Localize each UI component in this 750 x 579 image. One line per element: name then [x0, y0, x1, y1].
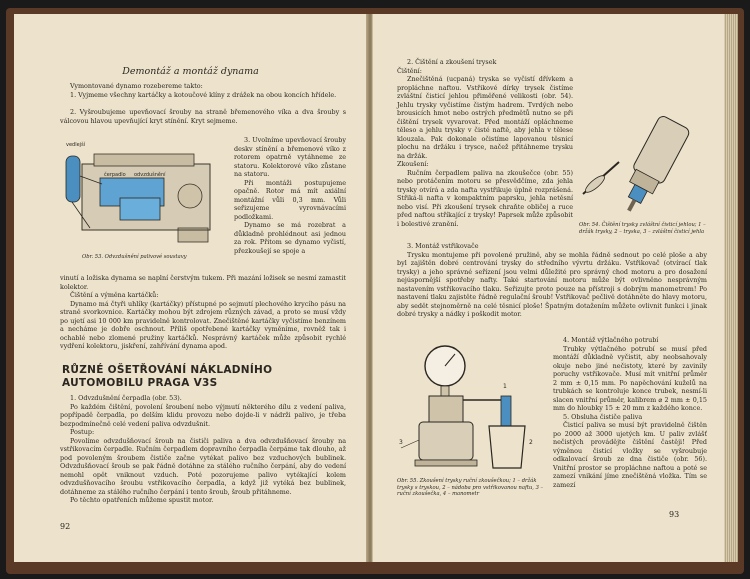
body-paragraph: Dynamo má čtyři uhlíky (kartáčky) přístupné po sejmutí plechového krycího pásu na straně svorkovnice. Kartáčky mohou být zdrojem různých závad, a proto se musí vždy po ujetí asi 10 000 km pravidelně kontrolovat. Znečištěné kartáčky vyčistíme benzínem a necháme je dobře oschnout. Příliš opotřebené kartáčky vyměníme, rovněž tak i ochablé nebo zlomené pružiny kartáčků. Nesprávný kartáček může způsobit rychlé vydření kolektoru, jiskření, zahřívání dynama apod.	[60, 299, 346, 350]
section-heading	[62, 364, 272, 390]
left-page	[14, 14, 368, 562]
section-paragraph: Po každém čištění, povolení šroubení nebo výjmutí některého dílu z vedení paliva, popřípadě čerpadla, po delším klidu provozu nebo dojde-li v nádrži palivo, je třeba bezpodmínečně celé vedení paliva odvzdušnit.	[60, 402, 346, 428]
section-heading-line: RŮZNÉ OŠETŘOVÁNÍ NÁKLADNÍHO	[62, 364, 273, 376]
right-paragraph: Ručním čerpadlem paliva na zkoušečce (obr. 55) nebo protáčením motoru se přesvědčíme, zda jehla trysky otvírá a zda nafta vystřikuje úplně rozprášená. Střiká-li nafta v kompaktním paprsku, jehla netěsní nebo visí. Při zkoušení trysek chraňte obličej a ruce před naftou stříkající z trysky! Paprsek může způsobit i bolestivé zranění.	[397, 168, 573, 228]
intro-step-2	[60, 108, 346, 125]
right-paragraph: Trubky výtlačného potrubí se musí před montáží důkladně vyčistit, aby neobsahovaly okuje nebo jiné nečistoty, které by zavinily poruchy vstřikovače. Musí mít vnitřní průměr 2 mm ± 0,15 mm. Po napěchování kuželů na trubkách se kontroluje konce trubek, nesmí-li slacen vnitřní průměr, kalibrem ⌀ 2 mm ± 0,15 mm do hloubky 15 ± 20 mm z každého konce.	[553, 344, 707, 412]
body-text	[60, 274, 346, 351]
section-paragraph: Postup:	[70, 428, 95, 436]
running-head: Demontáž a montáž dynama	[122, 66, 259, 77]
figure-54-caption: Obr. 54. Čištění trysky zvláštní čisticí jehlou; 1 – držák trysky, 2 – tryska, 3 – zvláštní čisticí jehla	[579, 222, 706, 235]
side-paragraph: Dynamo se má rozebrat a důkladně prohlédnout asi jednou za rok. Přitom se dynamo vyčistí, přezkoušejí se spoje a	[234, 221, 346, 255]
injector-assembly-text	[397, 242, 707, 319]
figure-53-engine-illustration	[60, 136, 228, 252]
side-paragraph: Při montáži postupujeme opačně. Rotor má mít axiální montážní vůli 0,3 mm. Vůli seřizujeme vyrovnávacími podložkami.	[234, 178, 346, 221]
nozzle-cleaning-text	[397, 58, 573, 228]
section-heading-line: AUTOMOBILU PRAGA V3S	[62, 377, 218, 389]
figure-label: odvzdušnění	[134, 172, 166, 178]
figure-label: vedlejší	[66, 142, 86, 148]
intro-line: 2. Vyšroubujeme upevňovací šrouby na straně břemenového víka a dva šrouby s válcovou hlavou upevňující kryt stínění. Kryt sejmeme.	[60, 108, 346, 125]
page-number: 92	[60, 522, 71, 531]
fuel-line-text	[553, 336, 707, 489]
right-paragraph: 5. Obsluha čističe paliva	[563, 412, 643, 421]
figure-number-label: 1	[503, 383, 507, 390]
figure-55-caption: Obr. 55. Zkoušení trysky ruční zkoušečkou; 1 – držák trysky s tryskou, 2 – nádoba pro vstřikovanou naftu, 3 – ruční zkoušečka, 4 – manometr	[397, 478, 544, 498]
intro-line: 1. Vyjmeme všechny kartáčky a kotoučové klíny z drážek na obou koncích hřídele.	[70, 90, 337, 99]
right-paragraph: 3. Montáž vstřikovače	[407, 242, 479, 250]
right-paragraph: Čisticí paliva se musí být pravidelně čištěn po 2000 až 3000 ujetých km. U paliv zvlášť nečistých provádějte čištění častěji! Před výměnou čisticí vložky se vyšroubuje odkalovací šroub ze dna čističe (obr. 56). Vnitřní prostor se propláchne naftou a poté se zamezí vnikání jíme znečištěná vložka. Tím se zamezí	[553, 421, 707, 489]
section-text	[60, 394, 346, 505]
section-paragraph: 1. Odvzdušnění čerpadla (obr. 53).	[70, 394, 182, 402]
right-paragraph: 2. Čištění a zkoušení trysek	[407, 58, 497, 66]
side-paragraph: 3. Uvolníme upevňovací šrouby deskv stínění a břemenové víko z rotorem opatrně vytáhneme ze statoru. Kolektorové víko zůstane na statoru.	[234, 136, 346, 178]
section-paragraph: Povolíme odvzdušňovací šroub na čističi paliva a dva odvzdušňovací šrouby na vstřikovacím čerpadle. Ručním čerpadlem dopravního čerpadla čerpáme tak dlouho, až pod povoleným šroubem čističe začne vytékat palivo bez vzduchových bublinek. Odvzdušňovací šroub se pak řádně dotáhne za stálého ručního čerpání, aby do vedení nemohl opět vniknout vzduch. Poté pozorujeme palivo vytékající kolem odvzdušňovacího šroubu vstřikovacího čerpadla, a když již vytéká bez bublinek, dotáhneme za stálého ručního čerpání i tento šroub, šroub přitáhneme.	[60, 436, 346, 496]
side-text	[234, 136, 346, 255]
page-edges	[724, 14, 738, 562]
right-paragraph: Znečištěná (ucpaná) tryska se vyčistí dřívkem a propláchne naftou. Vstřikové dírky trysek čistíme zvláštní čisticí jehlou přiměřené velikosti (obr. 54). Jehlu trysky vyčistíme čistým hadrem. Tvrdých nebo brousicích hmot nebo ostrých předmětů nutno se při čištění trysek vyvarovat. Před montáží opláchneme těleso a jehlu trysky v čisté naftě, aby jehla v tělese klouzala. Pak dokonale očistíme lapovanou těsnicí plochu na držáku i trysce, načež přitáhneme trysku na držák.	[397, 75, 573, 160]
intro-line: Vymontované dynamo rozebereme takto:	[70, 82, 203, 90]
figure-number-label: 2	[529, 439, 533, 446]
right-paragraph: Trysku montujeme při povolené pružině, aby se mohla řádně sednout po celé ploše a aby byl zajištěn dobré centrování trysky do středního vývrtu držáku. Vstřikovač (otvírací tlak trysky) a jeho správné seřízení jsou velmi důležité pro správný chod motoru a pro dosažení nejúspornější spotřeby nafty. Také startování motoru může být ovlivněno nesprávným nastavením vstřikovacího tlaku. Seřizujte proto pouze na přístroji s dobrým manometrem! Po nastavení tlaku zajistěte řádně regulační šroub! Vstřikovač pečlivě dotáhněte do hlavy motoru, aby sedět stejnoměrně na celé těsnicí ploše! Špatným dotažením můžete ovlivnit funkci i jinak dobré trysky a nádky i poškodit motor.	[397, 250, 707, 318]
right-paragraph: 4. Montáž výtlačného potrubí	[563, 336, 659, 344]
figure-label: čerpadlo	[104, 172, 126, 178]
right-paragraph: Čištění:	[397, 66, 422, 75]
right-paragraph: Zkoušení:	[397, 160, 429, 168]
body-paragraph: Čištění a výměna kartáčků:	[70, 291, 159, 299]
figure-55-nozzle-tester-illustration	[397, 340, 545, 474]
figure-53-caption: Obr. 53. Odvzdušnění palivové soustavy	[82, 254, 187, 260]
figure-number-label: 3	[399, 439, 403, 446]
intro-text	[60, 82, 346, 99]
page-number: 93	[669, 510, 680, 519]
body-paragraph: vinutí a ložiska dynama se naplní čerstvým tukem. Při mazání ložisek se nesmí zamastit kolektor.	[60, 274, 346, 291]
right-page	[372, 14, 725, 562]
figure-54-nozzle-cleaning-illustration	[579, 110, 707, 220]
section-paragraph: Po těchto opatřeních můžeme spustit motor.	[70, 496, 214, 504]
